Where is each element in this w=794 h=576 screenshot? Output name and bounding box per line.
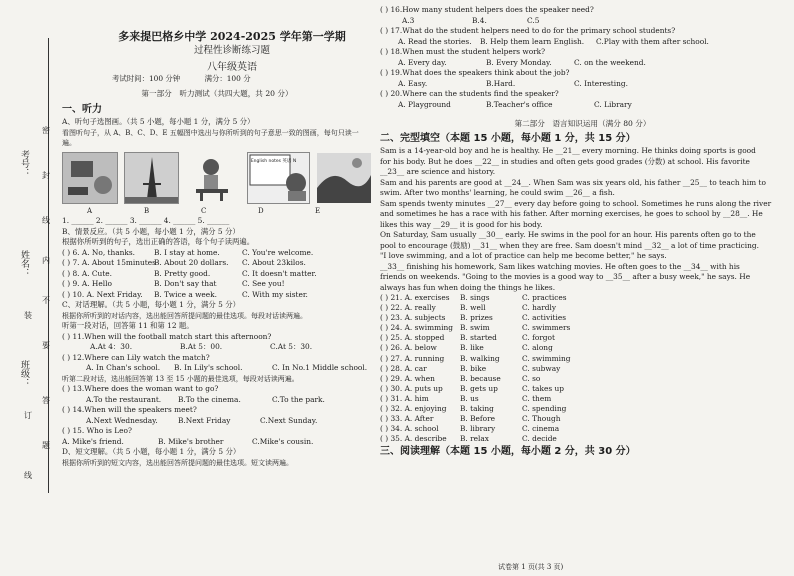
boy-studying-image [186,153,240,203]
section-d-instruction: D、短文理解。（共 5 小题，每小题 1 分，满分 5 分） [62,447,241,456]
question-13-options [62,395,372,406]
cloze-item [380,354,785,364]
section-c-instruction-3: 听第一段对话，回答第 11 和第 12 题。 [62,321,194,330]
cloze-option-a: ( ) 21. A. exercises [380,293,450,302]
item-option-c: C. With my sister. [242,289,308,299]
option: B.4. [472,15,487,25]
option: A.3 [402,15,415,25]
cloze-option-b: B. bike [460,363,487,373]
option: B.To the cinema. [178,394,241,404]
option: A. Read the stories. [398,36,472,46]
question-14: ( ) 14.When will the speakers meet? [62,405,197,414]
question-12: ( ) 12.Where can Lily watch the match? [62,352,210,362]
option: B.Teacher's office [486,99,553,109]
option: B.Hard. [486,78,516,88]
question-19: ( ) 19.What does the speakers think about the job? [380,68,570,77]
cloze-option-b: B. like [460,343,484,353]
option: A. In Chan's school. [86,363,161,372]
option: A.Next Wednesday. [86,415,158,425]
seal-glyph: 密 [42,126,50,135]
passage-line: and sometimes he has a race with his father. After morning exercises, he goes to school by __28__. He [380,209,763,218]
cloze-option-a: ( ) 25. A. stopped [380,333,445,343]
binding-glyph: 订 [24,411,32,420]
cloze-option-a: ( ) 28. A. car [380,363,427,373]
cloze-item [380,333,785,343]
item-option-a: ( ) 7. A. About 15minutes [62,258,156,267]
option: C.Mike's cousin. [252,436,314,446]
question-18-options [380,58,785,69]
section-b-instruction: B、情景反应。（共 5 小题，每小题 1 分，满分 5 分） [62,226,240,236]
picture-a [62,152,118,204]
cloze-option-c: C. swimming [522,353,571,363]
cloze-item [380,394,785,404]
cloze-items [380,293,785,444]
option: B. Every Monday. [486,57,552,67]
eiffel-tower-image [125,153,179,203]
option: B. Help them learn English. [480,36,585,46]
cloze-option-c: C. practices [522,293,567,302]
landscape-image [317,153,371,203]
picture-c [185,152,241,204]
cloze-option-c: C. takes up [522,383,564,393]
section-d-instruction-2: 根据你所听到的短文内容，选出能回答所提问题的最佳选项。短文读两遍。 [62,458,293,467]
binding-glyph: 线 [24,471,32,480]
item-option-b: B. Twice a week. [154,289,218,299]
question-19-options [380,79,785,90]
exam-grade: 八年级英语 [207,62,257,73]
item-option-a: ( ) 10. A. Next Friday. [62,289,143,299]
passage-line: likes this way __29__ it is good for his body. [380,219,543,229]
item-option-a: ( ) 8. A. Cute. [62,268,113,278]
option: B.Next Friday [178,415,231,425]
question-15-options [62,437,372,448]
option: A.At 4：30. [90,342,133,351]
cloze-option-c: C. activities [522,313,567,323]
passage-line: friends on weekends. "Going to the movies is a good way to __35__ after a busy week," he says. He [380,272,751,281]
cloze-option-a: ( ) 24. A. swimming [380,323,453,333]
response-item [62,279,372,290]
item-option-c: C. It doesn't matter. [242,268,317,278]
part2-heading: 第二部分 语言知识运用（满分 80 分） [514,119,651,128]
binding-margin [0,0,58,576]
section-b-items [62,248,372,301]
question-11-options [62,342,372,353]
seal-glyph: 题 [42,441,50,450]
cloze-option-b: B. library [460,424,496,434]
section-a-instruction: A、听句子选图画。（共 5 小题，每小题 1 分，满分 5 分） [62,117,255,126]
option: C.Play with them after school. [596,36,709,46]
cloze-option-c: C. along [522,343,553,353]
cloze-item [380,374,785,384]
passage-line: swim. After two months' learning, he could swim __26__ a fish. [380,188,615,197]
passage-line: for his body. But he does __22__ in studies and often gets good grades (分数) at school. His favorite [380,156,750,166]
option: B. In Lily's school. [174,363,243,372]
option: A. Every day. [398,57,447,67]
picture-b [124,152,180,204]
seal-glyph: 封 [42,171,50,180]
passage-line: pool to encourage (鼓励) __31__ when they are free. Sam doesn't mind __32__ a lot of time practicing. [380,240,759,250]
cloze-option-c: C. so [522,373,541,383]
option: C. on the weekend. [574,57,646,67]
response-item [62,248,372,259]
passage-line: "I love swimming, and a lot of practice can help me become better," he says. [380,251,667,260]
cloze-option-a: ( ) 33. A. After [380,414,434,424]
seal-glyph: 内 [42,256,50,265]
cloze-item [380,303,785,313]
cloze-item [380,323,785,333]
cloze-option-b: B. us [460,393,479,403]
seal-glyph: 要 [42,341,50,350]
cloze-section-title: 二、完型填空（本题 15 小题，每小题 1 分，共 15 分） [380,132,636,144]
section-c-instruction-2: 根据你所听到的对话内容，选出能回答所提问题的最佳选项。每段对话读两遍。 [62,311,307,320]
picture-label: D [258,206,264,215]
cloze-option-c: C. Though [522,414,561,424]
question-20: ( ) 20.Where can the students find the speaker? [380,89,559,98]
picture-row [62,152,372,204]
option: C.Next Sunday. [260,415,318,425]
name-label: 姓名： [19,250,29,277]
cloze-option-c: C. forgot [522,333,555,343]
item-option-a: ( ) 9. A. Hello [62,279,112,288]
option: A. Mike's friend. [62,436,124,446]
item-option-b: B. I stay at home. [154,247,220,257]
reading-section-title: 三、阅读理解（本题 15 小题，每小题 2 分，共 30 分） [380,446,636,458]
option: C.5 [527,15,540,25]
picture-d [247,152,311,204]
section-c-instruction: C、对话理解。（共 5 小题，每小题 1 分，满分 5 分） [62,300,240,309]
exam-subtitle: 过程性诊断练习题 [193,45,270,56]
passage-line: __23__ are science and history. [380,167,496,176]
item-option-b: B. Pretty good. [154,268,211,278]
item-option-b: B. About 20 dollars. [154,258,229,267]
cloze-passage [380,146,785,293]
exam-score: 满分：100 分 [204,73,251,83]
option: C. Library [594,99,632,109]
cloze-option-b: B. Before [460,414,496,424]
item-option-a: ( ) 6. A. No, thanks. [62,247,136,257]
passage-line: Sam is a 14-year-old boy and he is healthy. He __21__ every morning. He thinks doing sports is good [380,146,756,155]
picture-label: C [201,206,207,215]
question-11: ( ) 11.When will the football match start this afternoon? [62,331,272,341]
cloze-option-b: B. swim [460,323,490,333]
passage-line: Sam and his parents are good at __24__. When Sam was six years old, his father __25__ to teach him to [380,177,766,187]
item-option-c: C. About 23kilos. [242,258,306,267]
question-12-options [62,363,372,374]
cloze-option-c: C. subway [522,363,561,373]
passage-line: Sam spends twenty minutes __27__ every day before going to school. Sometimes he runs along the river [380,198,772,208]
cloze-option-c: C. them [522,393,552,403]
cloze-item [380,293,785,303]
question-16: ( ) 16.How many student helpers does the speaker need? [380,5,594,14]
option: A.To the restaurant. [86,394,162,404]
picture-labels [62,206,372,217]
response-item [62,269,372,280]
cloze-option-c: C. hardly [522,303,557,313]
cloze-option-b: B. started [460,333,497,343]
page-footer: 试卷第 1 页(共 3 页) [498,563,564,571]
cloze-option-a: ( ) 32. A. enjoying [380,404,447,414]
picture-label: B [144,206,150,215]
cloze-option-a: ( ) 35. A. describe [380,434,447,444]
cloze-option-c: C. spending [522,404,567,414]
option: C. Interesting. [574,78,628,88]
cloze-option-c: C. decide [522,434,557,444]
item-option-c: C. You're welcome. [242,247,314,257]
cloze-option-b: B. walking [460,353,500,363]
passage-line: __33__ finishing his homework, Sam likes watching movies. He often goes to the __34__ with his [380,261,740,271]
response-item [62,258,372,269]
cloze-option-b: B. sings [460,293,490,302]
binding-glyph: 装 [24,311,32,320]
option: A. Playground [398,99,451,109]
exam-time: 考试时间：100 分钟 [112,73,181,83]
question-14-options [62,416,372,427]
exam-info [112,74,372,85]
cloze-item [380,313,785,323]
section-b-instruction-2: 根据你所听到的句子，选出正确的答语，每个句子读两遍。 [62,237,255,246]
cloze-option-b: B. taking [460,404,494,414]
class-label: 班级： [19,360,29,387]
cloze-option-a: ( ) 34. A. school [380,424,439,434]
cloze-option-a: ( ) 22. A. really [380,303,436,313]
question-17: ( ) 17.What do the student helpers need to do for the primary school students? [380,26,676,35]
cloze-item [380,343,785,353]
cloze-option-b: B. because [460,373,501,383]
cloze-option-b: B. well [460,303,486,313]
option: B.At 5：00. [180,342,223,351]
question-18: ( ) 18.When must the student helpers work? [380,47,546,56]
option: B. Mike's brother [158,436,224,446]
option: C.At 5：30. [270,342,313,351]
picture-label: E [315,206,321,215]
cloze-option-a: ( ) 31. A. him [380,393,429,403]
exam-no-label: 考号： [19,150,29,177]
cloze-item [380,364,785,374]
cloze-item [380,424,785,434]
cloze-item [380,384,785,394]
passage-line: On Saturday, Sam usually __30__ early. He swims in the pool for an hour. His parents often go to the [380,230,756,239]
cloze-option-a: ( ) 29. A. when [380,373,435,383]
cloze-option-c: C. swimmers [522,323,571,333]
cloze-option-b: B. prizes [460,313,493,323]
picture-label: A [87,206,93,215]
question-17-options [380,37,785,48]
response-item [62,290,372,301]
item-option-c: C. See you! [242,279,285,288]
question-20-options [380,100,785,111]
cloze-item [380,404,785,414]
section-c-instruction-4: 听第二段对话，选出能回答第 13 至 15 小题的最佳选项，每段对话读两遍。 [62,374,299,383]
seal-glyph: 答 [42,396,50,405]
cloze-item [380,434,785,444]
question-13: ( ) 13.Where does the woman want to go? [62,384,219,393]
seal-glyph: 不 [42,296,50,305]
cloze-option-a: ( ) 27. A. running [380,353,445,363]
seal-glyph: 线 [42,216,50,225]
answer-blanks: 1. ______ 2. ______ 3. ______ 4. ______ 5. ______ [62,216,230,225]
phone-computer-image [63,153,117,203]
english-notes-caption: English notes 英语 N [250,158,297,164]
cloze-option-b: B. relax [460,434,489,444]
option: C.To the park. [272,394,325,404]
cloze-option-b: B. gets up [460,383,498,393]
cloze-option-c: C. cinema [522,424,560,434]
option: C. In No.1 Middle school. [272,363,368,372]
picture-e [316,152,372,204]
cloze-item [380,414,785,424]
cloze-option-a: ( ) 23. A. subjects [380,313,446,323]
cloze-option-a: ( ) 26. A. below [380,343,437,353]
passage-line: always has fun when doing the things he likes. [380,282,556,292]
listening-section-title: 一、听力 [62,103,102,115]
section-a-instruction-2: 看图听句子，从 A、B、C、D、E 五幅图中选出与你所听到的句子意思一致的图画，每句只读一遍。 [62,128,359,147]
item-option-b: B. Don't say that [154,279,217,288]
option: A. Easy. [398,78,428,88]
right-column [380,5,785,460]
question-15: ( ) 15. Who is Leo? [62,426,132,435]
question-16-options [380,16,785,27]
cloze-option-a: ( ) 30. A. puts up [380,383,443,393]
exam-title: 多来提巴格乡中学 2024-2025 学年第一学期 [118,30,346,43]
part1-heading: 第一部分 听力测试（共四大题，共 20 分） [141,89,293,98]
left-column [62,30,372,468]
